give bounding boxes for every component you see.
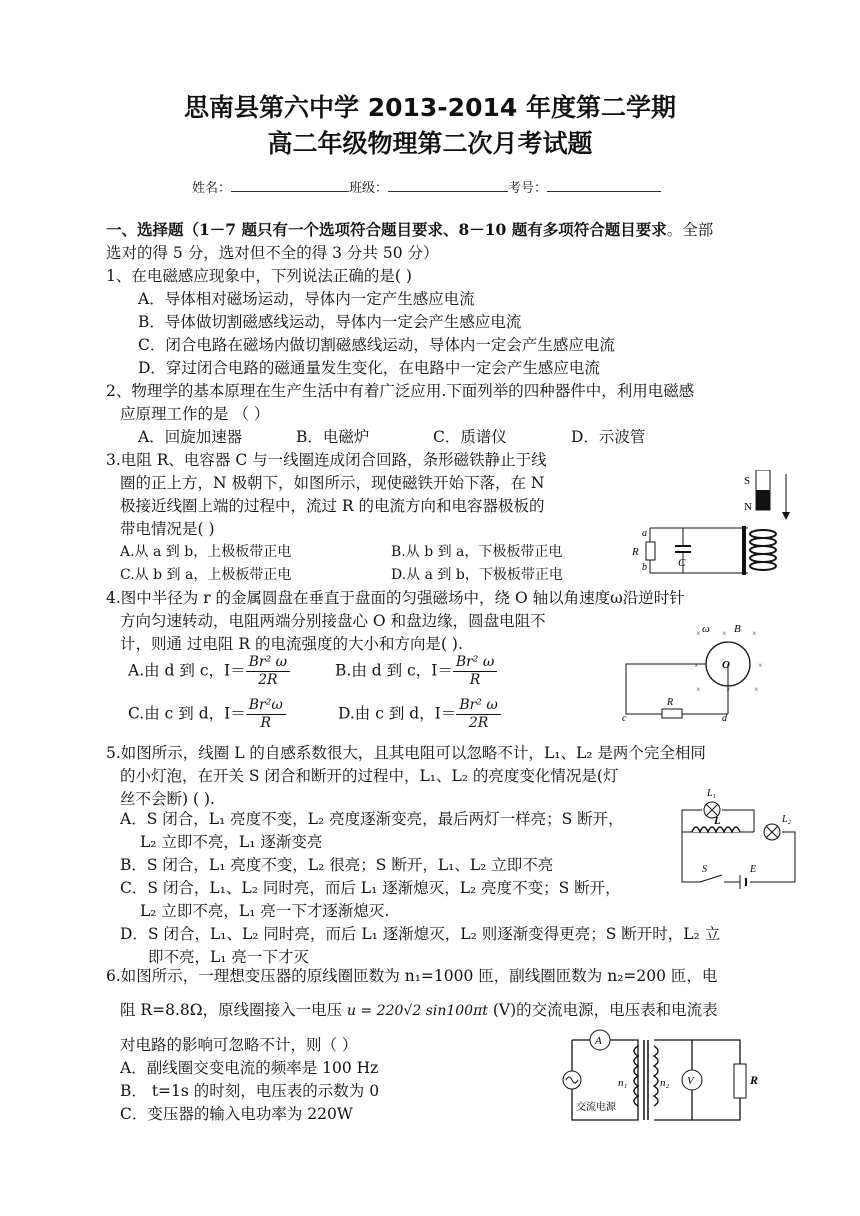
q3-option-d: D.从 a 到 b，下极板带正电 <box>391 567 563 583</box>
q6-r-label: R <box>750 1073 759 1087</box>
q4-r-label: R <box>667 697 674 708</box>
q3-stem-line4: 带电情况是( ) <box>120 520 215 538</box>
n2-label: n₂ <box>660 1077 670 1089</box>
q3-wires <box>650 528 748 573</box>
title-line-2: 高二年级物理第二次月考试题 <box>267 129 593 158</box>
q4-stem-line3: 计，则通 过电阻 R 的电流强度的大小和方向是( ). <box>120 635 463 653</box>
q1-option-a: A．导体相对磁场运动，导体内一定产生感应电流 <box>138 290 475 308</box>
q4-stem-line2: 方向匀速转动，电阻两端分别接盘心 O 和盘边缘，圆盘电阻不 <box>120 612 546 630</box>
class-label: 班级： <box>349 181 389 196</box>
q2-option-d: D．示波管 <box>571 428 646 446</box>
q4-b-fraction <box>453 654 497 689</box>
switch-label: S <box>702 864 707 875</box>
q6-option-a: A．副线圈交变电流的频率是 100 Hz <box>120 1059 379 1077</box>
q1-stem: 1、在电磁感应现象中，下列说法正确的是( ) <box>106 267 412 285</box>
inductor-label: L <box>714 815 721 827</box>
student-info-line <box>192 177 661 196</box>
q4-disc-figure <box>618 624 788 724</box>
q2-option-a: A．回旋加速器 <box>138 428 243 446</box>
q6-stem-line1: 6.如图所示，一理想变压器的原线圈匝数为 n₁=1000 匝，副线圈匝数为 n₂=200 匝，电 <box>106 967 718 985</box>
q4-option-b <box>335 654 497 689</box>
section-heading-bold: 一、选择题（1－7 题只有一个选项符合题目要求、8－10 题有多项符合题目要求 <box>106 220 667 239</box>
q3-c-label: C <box>678 557 686 569</box>
fall-arrow-head <box>782 512 790 520</box>
q3-resistor <box>646 542 655 560</box>
battery-label: E <box>750 864 757 875</box>
q3-circuit-figure <box>618 470 798 580</box>
svg-text:×: × <box>694 661 699 670</box>
q6-option-b: B． t=1s 的时刻，电压表的示数为 0 <box>120 1082 380 1100</box>
q4-option-d <box>338 697 501 732</box>
q5-option-d-line2: 即不亮，L₁ 亮一下才灭 <box>148 948 309 966</box>
ac-source-label: 交流电源 <box>576 1102 616 1113</box>
q3-stem-line2: 圈的正上方，N 极朝下，如图所示，现使磁铁开始下落，在 N <box>120 474 545 492</box>
q5-stem-line3: 丝不会断) ( ). <box>120 790 215 808</box>
svg-text:×: × <box>752 629 757 638</box>
svg-text:×: × <box>726 685 731 694</box>
q4-b-denominator: R <box>469 672 481 688</box>
q4-a-fraction <box>246 654 290 689</box>
q6-stem-line3: 对电路的影响可忽略不计，则（ ） <box>120 1036 358 1054</box>
q3-option-b: B.从 b 到 a，下极板带正电 <box>391 544 563 560</box>
section-heading-line2: 选对的得 5 分，选对但不全的得 3 分共 50 分） <box>106 244 439 262</box>
q2-option-c: C．质谱仪 <box>433 428 507 446</box>
ammeter-label: A <box>595 1035 602 1047</box>
q3-coil-turn <box>750 530 776 538</box>
q5-wires <box>682 810 795 882</box>
q6-option-c: C．变压器的输入电功率为 220W <box>120 1105 353 1123</box>
number-blank[interactable] <box>547 179 661 192</box>
q3-coil-turn <box>750 538 776 546</box>
q3-option-a: A.从 a 到 b，上极板带正电 <box>120 544 292 560</box>
magnet-s-label: S <box>744 475 751 487</box>
class-blank[interactable] <box>388 179 508 192</box>
q4-d-numerator: Br² ω <box>456 697 500 715</box>
q1-option-c: C．闭合电路在磁场内做切割磁感线运动，导体内一定会产生感应电流 <box>138 336 615 354</box>
svg-text:×: × <box>722 629 727 638</box>
title-line-1: 思南县第六中学 2013-2014 年度第二学期 <box>184 93 676 122</box>
disc-center-label: O <box>722 659 730 671</box>
q4-b-prefix: B.由 d 到 c，I＝ <box>335 661 453 680</box>
lamp-l1-label: L₁ <box>707 788 717 799</box>
q3-coil-turn <box>750 554 776 562</box>
name-label: 姓名： <box>192 181 232 196</box>
q4-c-label: c <box>622 713 627 724</box>
q5-option-b: B．S 闭合，L₁ 亮度不变，L₂ 很亮；S 断开，L₁、L₂ 立即不亮 <box>120 856 554 874</box>
q6-stem-suffix: (V)的交流电源，电压表和电流表 <box>492 1001 718 1019</box>
q4-c-denominator: R <box>260 715 272 731</box>
q5-stem-line2: 的小灯泡，在开关 S 闭合和断开的过程中，L₁、L₂ 的亮度变化情况是(灯 <box>120 767 619 785</box>
q5-option-a-line2: L₂ 立即不亮，L₁ 逐渐变亮 <box>140 833 323 851</box>
svg-text:×: × <box>696 629 701 638</box>
q1-option-d: D．穿过闭合电路的磁通量发生变化，在电路中一定会产生感应电流 <box>138 359 600 377</box>
q2-stem-line1: 2、物理学的基本原理在生产生活中有着广泛应用.下面列举的四种器件中，利用电磁感 <box>106 382 695 400</box>
q4-c-numerator: Br²ω <box>246 697 286 715</box>
q6-transformer-figure <box>560 1026 770 1130</box>
q4-option-a <box>128 654 290 689</box>
q4-option-c <box>128 697 286 732</box>
q4-d-prefix: D.由 c 到 d，I＝ <box>338 704 457 723</box>
q4-d-fraction <box>456 697 500 732</box>
q4-b-numerator: Br² ω <box>453 654 497 672</box>
n1-label: n₁ <box>618 1077 628 1089</box>
q6-stem-prefix: 阻 R=8.8Ω，原线圈接入一电压 <box>120 1001 343 1019</box>
secondary-coil <box>654 1046 658 1106</box>
q6-stem-line2 <box>120 999 718 1022</box>
q3-coil-turn <box>750 546 776 554</box>
q4-a-numerator: Br² ω <box>246 654 290 672</box>
q1-option-b: B．导体做切割磁感线运动，导体内一定会产生感应电流 <box>138 313 522 331</box>
q4-resistor <box>662 709 682 718</box>
omega-label: ω <box>702 624 710 635</box>
q4-d-label: d <box>722 713 727 724</box>
field-b-label: B <box>734 624 741 635</box>
magnet-n-label: N <box>744 501 752 513</box>
primary-coil <box>634 1046 638 1106</box>
q5-option-c-line1: C．S 闭合，L₁、L₂ 同时亮，而后 L₁ 逐渐熄灭，L₂ 亮度不变；S 断开， <box>120 879 621 897</box>
switch-gap <box>700 878 724 886</box>
section-heading <box>106 219 713 241</box>
q3-a-label: a <box>642 528 647 539</box>
q4-d-denominator: 2R <box>468 715 489 731</box>
inductor-l <box>692 827 740 832</box>
q4-wires <box>626 664 728 714</box>
q3-coil-turn <box>750 562 776 570</box>
q5-option-d-line1: D．S 闭合，L₁、L₂ 同时亮，而后 L₁ 逐渐熄灭，L₂ 则逐渐变得更亮；S 断开时，L₂ 立 <box>120 925 721 943</box>
name-blank[interactable] <box>231 179 349 192</box>
q5-circuit-figure <box>670 782 810 892</box>
svg-text:×: × <box>696 685 701 694</box>
q6-resistor <box>734 1064 746 1098</box>
svg-text:×: × <box>754 685 759 694</box>
q5-stem-line1: 5.如图所示，线圈 L 的自感系数很大，且其电阻可以忽略不计，L₁、L₂ 是两个完全相同 <box>106 744 706 762</box>
q3-stem-line3: 极接近线圈上端的过程中，流过 R 的电流方向和电容器极板的 <box>120 497 545 515</box>
section-heading-rest: 。全部 <box>666 221 714 239</box>
q4-c-prefix: C.由 c 到 d，I＝ <box>128 704 246 723</box>
q3-option-c: C.从 b 到 a，上极板带正电 <box>120 567 292 583</box>
svg-text:×: × <box>758 661 763 670</box>
q4-c-fraction <box>246 697 286 732</box>
voltmeter-label: V <box>687 1075 694 1087</box>
q3-coil-core <box>742 526 746 575</box>
q4-a-denominator: 2R <box>258 672 278 688</box>
q3-b-label: b <box>642 562 647 573</box>
q2-stem-line2: 应原理工作的是 （ ） <box>120 405 270 423</box>
q3-stem-line1: 3.电阻 R、电容器 C 与一线圈连成闭合回路，条形磁铁静止于线 <box>106 451 547 469</box>
magnet-n-pole <box>756 490 770 510</box>
number-label: 考号： <box>508 181 548 196</box>
q3-r-label: R <box>632 546 639 558</box>
q4-a-prefix: A.由 d 到 c，I＝ <box>128 661 246 680</box>
q5-option-a-line1: A．S 闭合，L₁ 亮度不变，L₂ 亮度逐渐变亮，最后两灯一样亮；S 断开， <box>120 810 624 828</box>
q4-stem-line1: 4.图中半径为 r 的金属圆盘在垂直于盘面的匀强磁场中，绕 O 轴以角速度ω沿逆时针 <box>106 589 685 607</box>
q6-voltage-formula: u = 220√2 sin100πt <box>347 1003 488 1019</box>
q2-option-b: B．电磁炉 <box>296 428 370 446</box>
q5-option-c-line2: L₂ 立即不亮，L₁ 亮一下才逐渐熄灭. <box>140 902 390 920</box>
lamp-l2-label: L₂ <box>782 814 792 825</box>
